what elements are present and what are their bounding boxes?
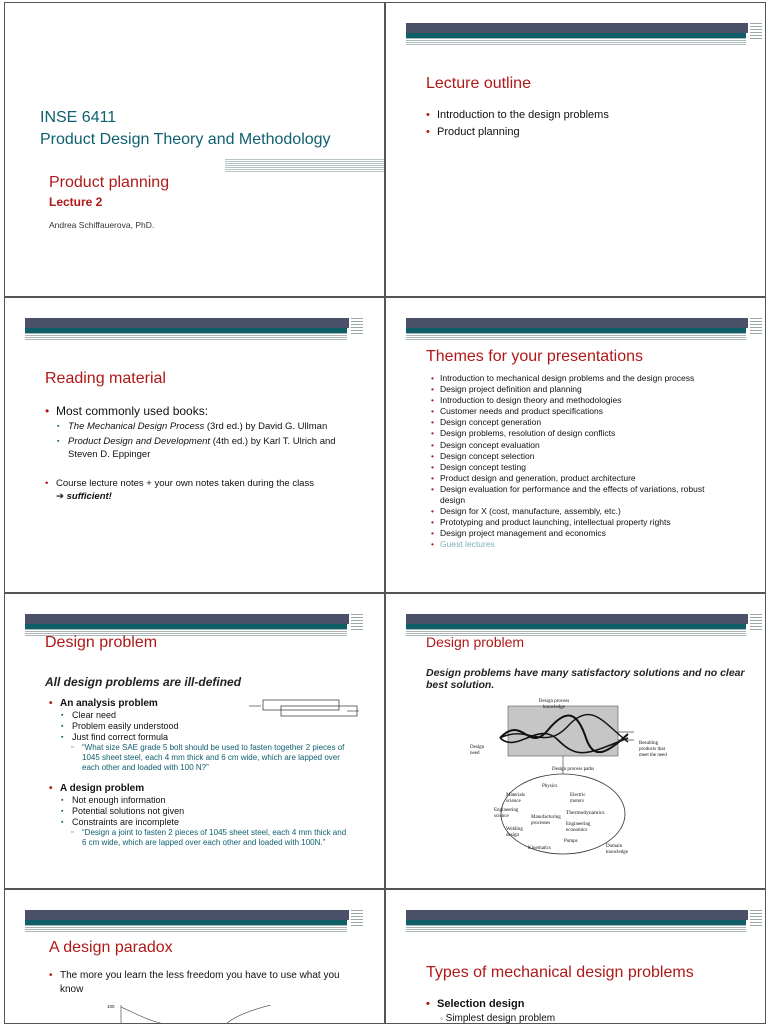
book-title: The Mechanical Design Process (68, 421, 205, 432)
book-details: (3rd ed.) by David G. Ullman (204, 421, 328, 432)
fig-topic: Electric motors (570, 793, 586, 804)
list-item: • Customer needs and product specifications (431, 406, 731, 417)
list-item: ▪ Problem easily understood (61, 721, 349, 732)
author: Andrea Schiffauerova, PhD. (49, 220, 155, 230)
types-subitem (440, 1013, 555, 1024)
fig-topic: Engineering economics (566, 822, 591, 833)
header-bar (406, 318, 762, 340)
slide-title: Themes for your presentations (426, 348, 643, 365)
books-heading: • Most commonly used books: (45, 404, 365, 419)
slide-title: Types of mechanical design problems (426, 964, 694, 981)
guest-lectures-item: • Guest lectures (431, 539, 731, 550)
header-bar (25, 910, 363, 932)
book-item (57, 435, 365, 461)
list-item: • Design problems, resolution of design conflicts (431, 428, 731, 439)
list-item: • Design concept selection (431, 451, 731, 462)
design-block (49, 783, 349, 848)
list-item: ▪ Not enough information (61, 795, 349, 806)
types-subitem-label: Simplest design problem (445, 1013, 556, 1024)
slide-title: Lecture outline (426, 75, 531, 92)
fig-paths: Design process paths (552, 767, 595, 772)
list-item: • Design for X (cost, manufacture, assembly, etc.) (431, 506, 731, 517)
header-bar (406, 23, 762, 45)
slide-types (385, 889, 766, 1024)
notes-item (45, 477, 365, 503)
title-divider (225, 159, 385, 173)
list-item: ▪ Potential solutions not given (61, 806, 349, 817)
list-item: • Introduction to design theory and methodologies (431, 395, 731, 406)
design-label: • A design problem (49, 783, 349, 795)
paradox-item: • The more you learn the less freedom you have to use what you know (49, 969, 350, 997)
fig-need: Design need (470, 745, 485, 756)
sufficient-text: sufficient! (66, 491, 112, 502)
analysis-block (49, 698, 349, 773)
outline-list (426, 108, 746, 139)
slide-heading: All design problems are ill-defined (45, 675, 242, 689)
slide-title: Design problem (426, 634, 525, 650)
fig-topic: Kinematics (528, 846, 551, 851)
list-item: ▪ Clear need (61, 710, 349, 721)
types-item: • Selection design (426, 997, 524, 1011)
header-bar (406, 910, 762, 932)
slide-topic: Product planning (49, 174, 170, 191)
list-item: • Design concept testing (431, 462, 731, 473)
list-item: • Design evaluation for performance and the effects of variations, robust design (431, 484, 731, 506)
list-item: • Introduction to the design problems (426, 108, 746, 122)
fig-knowledge: Design process knowledge (538, 699, 570, 710)
fig-topic: Physics (542, 784, 558, 789)
slide-title: Reading material (45, 370, 166, 387)
slide-themes (385, 297, 766, 593)
list-item: • Design project management and economics (431, 528, 731, 539)
analysis-label: • An analysis problem (49, 698, 349, 710)
book-title: Product Design and Development (68, 436, 211, 447)
list-item: ▪ Just find correct formula (61, 732, 349, 743)
fig-topic: Manufacturing processes (531, 815, 561, 826)
fig-topic: Pumps (564, 839, 578, 844)
circle-bullet-icon: ◦ (440, 1014, 443, 1023)
fig-topic: Engineering science (494, 808, 519, 819)
paradox-chart-stub (115, 1005, 275, 1024)
lecture-number: Lecture 2 (49, 195, 103, 209)
slide-title: Design problem (45, 634, 158, 651)
notes-text: Course lecture notes + your own notes taken during the class (56, 478, 314, 489)
slide-title: A design paradox (49, 939, 173, 956)
header-bar (25, 614, 363, 636)
list-item: • Design project definition and planning (431, 384, 731, 395)
slide-title (4, 2, 385, 297)
analysis-quote: ▫ “What size SAE grade 5 bolt should be used to fasten together 2 pieces of 1045 sheet steel, each 4 mm thick and 6 cm wide, which are lapped over each other and loaded with 100 N?” (71, 743, 352, 773)
fig-products: Resulting products that meet the need (639, 741, 667, 758)
list-item: • Prototyping and product launching, intellectual property rights (431, 517, 731, 528)
list-item: • Design concept generation (431, 417, 731, 428)
slide-heading: Design problems have many satisfactory solutions and no clear best solution. (426, 667, 745, 691)
arrow-icon: ➔ (56, 491, 64, 502)
fig-topic: Welding design (506, 827, 523, 838)
slide-reading (4, 297, 385, 593)
themes-list (431, 373, 731, 551)
list-item: • Product planning (426, 125, 746, 139)
list-item: • Design concept evaluation (431, 440, 731, 451)
fig-topic: Materials science (506, 793, 525, 804)
reading-list (45, 404, 365, 503)
slide-design-problem (4, 593, 385, 889)
design-quote: ▫ “Design a joint to fasten 2 pieces of 1045 sheet steel, each 4 mm thick and 6 cm wide, which are lapped over each other and loaded with 100N.” (71, 828, 352, 848)
course-title: Product Design Theory and Methodology (40, 131, 331, 148)
book-details: (4th ed.) by Karl T. Ulrich and Steven D. Eppinger (68, 436, 336, 460)
header-bar (25, 318, 363, 340)
slide-paradox (4, 889, 385, 1024)
list-item: ▪ Constraints are incomplete (61, 817, 349, 828)
slide-outline (385, 2, 766, 297)
header-bar (406, 614, 762, 636)
fig-domain: Domain knowledge (606, 844, 628, 855)
slide-design-problem-2 (385, 593, 766, 889)
course-code: INSE 6411 (40, 109, 117, 126)
book-item (57, 421, 365, 433)
list-item: • Product design and generation, product architecture (431, 473, 731, 484)
fig-topic: Thermodynamics (566, 810, 605, 816)
list-item: • Introduction to mechanical design problems and the design process (431, 373, 731, 384)
axis-tick-label: 100 (107, 1004, 115, 1009)
